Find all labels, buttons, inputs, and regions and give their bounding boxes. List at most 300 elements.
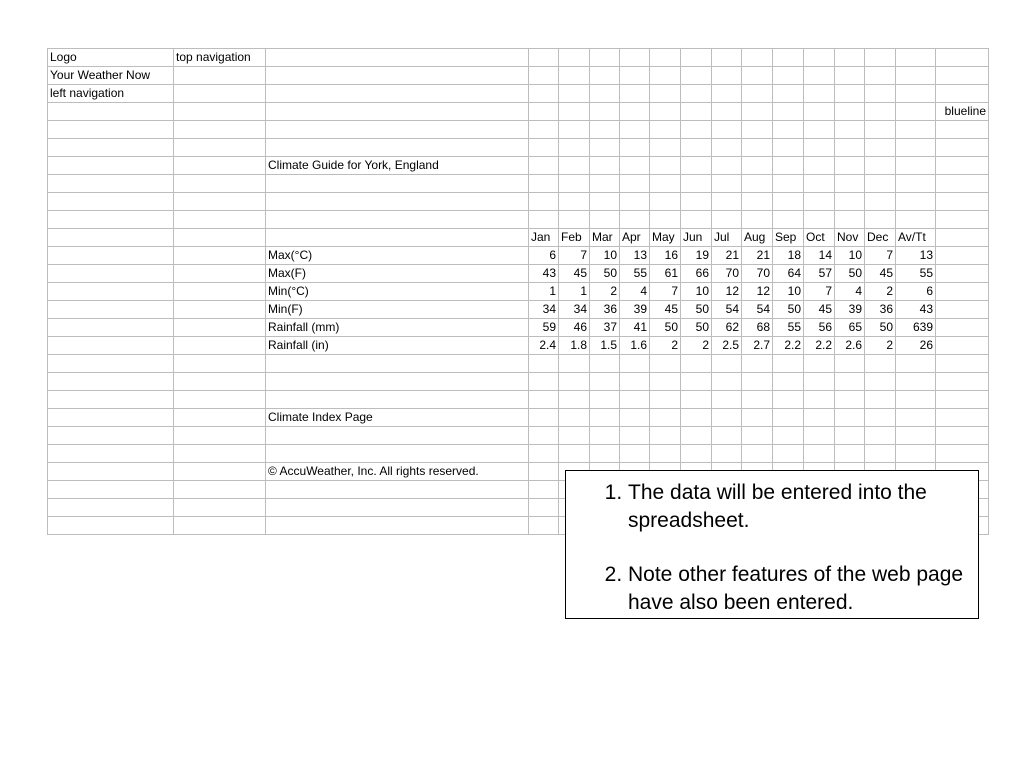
sheet-cell[interactable] — [529, 355, 559, 373]
data-cell[interactable]: 7 — [559, 247, 590, 265]
month-header[interactable]: Apr — [620, 229, 650, 247]
sheet-cell[interactable] — [620, 427, 650, 445]
sheet-cell[interactable] — [865, 121, 896, 139]
sheet-cell[interactable] — [174, 517, 266, 535]
sheet-cell[interactable] — [804, 175, 835, 193]
sheet-cell[interactable] — [48, 193, 174, 211]
sheet-cell[interactable] — [620, 139, 650, 157]
sheet-cell[interactable] — [529, 193, 559, 211]
data-cell[interactable]: 45 — [650, 301, 681, 319]
sheet-cell[interactable] — [174, 391, 266, 409]
sheet-cell[interactable] — [529, 103, 559, 121]
sheet-cell[interactable] — [835, 193, 865, 211]
sheet-cell[interactable] — [804, 121, 835, 139]
sheet-cell[interactable] — [529, 139, 559, 157]
sheet-cell[interactable] — [896, 103, 936, 121]
data-cell[interactable]: 36 — [865, 301, 896, 319]
sheet-cell[interactable] — [773, 445, 804, 463]
sheet-cell[interactable] — [620, 175, 650, 193]
sheet-cell[interactable] — [559, 157, 590, 175]
sheet-cell[interactable] — [620, 121, 650, 139]
sheet-cell[interactable] — [835, 211, 865, 229]
sheet-cell[interactable] — [174, 103, 266, 121]
sheet-cell[interactable] — [529, 373, 559, 391]
month-header[interactable]: Feb — [559, 229, 590, 247]
sheet-cell[interactable] — [865, 391, 896, 409]
sheet-cell[interactable] — [936, 139, 989, 157]
sheet-cell[interactable] — [266, 229, 529, 247]
sheet-cell[interactable] — [896, 193, 936, 211]
sheet-cell[interactable] — [174, 85, 266, 103]
sheet-cell[interactable] — [650, 193, 681, 211]
data-cell[interactable]: 39 — [835, 301, 865, 319]
data-cell[interactable]: 13 — [896, 247, 936, 265]
sheet-cell[interactable] — [936, 247, 989, 265]
sheet-cell[interactable] — [620, 355, 650, 373]
sheet-cell[interactable] — [773, 391, 804, 409]
data-cell[interactable]: 64 — [773, 265, 804, 283]
sheet-cell[interactable] — [865, 427, 896, 445]
sheet-cell[interactable] — [48, 121, 174, 139]
data-cell[interactable]: 50 — [590, 265, 620, 283]
sheet-cell[interactable] — [174, 67, 266, 85]
sheet-cell[interactable] — [174, 211, 266, 229]
sheet-cell[interactable] — [590, 85, 620, 103]
sheet-cell[interactable] — [174, 319, 266, 337]
sheet-cell[interactable] — [773, 157, 804, 175]
sheet-cell[interactable] — [681, 373, 712, 391]
sheet-cell[interactable] — [896, 121, 936, 139]
sheet-cell[interactable] — [590, 211, 620, 229]
sheet-cell[interactable] — [650, 373, 681, 391]
sheet-cell[interactable] — [742, 409, 773, 427]
month-header[interactable]: Oct — [804, 229, 835, 247]
sheet-cell[interactable] — [48, 427, 174, 445]
sheet-cell[interactable] — [804, 211, 835, 229]
sheet-cell[interactable] — [266, 373, 529, 391]
sheet-cell[interactable] — [681, 391, 712, 409]
sheet-cell[interactable] — [936, 391, 989, 409]
sheet-cell[interactable] — [936, 157, 989, 175]
sheet-cell[interactable] — [266, 49, 529, 67]
sheet-cell[interactable] — [174, 373, 266, 391]
sheet-cell[interactable] — [712, 139, 742, 157]
sheet-cell[interactable] — [620, 211, 650, 229]
sheet-cell[interactable] — [590, 373, 620, 391]
month-header[interactable]: Jul — [712, 229, 742, 247]
data-cell[interactable]: 2 — [590, 283, 620, 301]
sheet-cell[interactable] — [712, 409, 742, 427]
copyright-text[interactable]: © AccuWeather, Inc. All rights reserved. — [266, 463, 529, 481]
sheet-cell[interactable] — [896, 445, 936, 463]
sheet-cell[interactable] — [48, 355, 174, 373]
sheet-cell[interactable] — [773, 103, 804, 121]
sheet-cell[interactable] — [620, 67, 650, 85]
sheet-cell[interactable] — [896, 409, 936, 427]
sheet-cell[interactable] — [650, 391, 681, 409]
sheet-cell[interactable] — [174, 355, 266, 373]
top-navigation-cell[interactable]: top navigation — [174, 49, 266, 67]
your-weather-now-cell[interactable]: Your Weather Now — [48, 67, 174, 85]
month-header[interactable]: Jan — [529, 229, 559, 247]
sheet-cell[interactable] — [590, 67, 620, 85]
data-cell[interactable]: 21 — [712, 247, 742, 265]
sheet-cell[interactable] — [650, 211, 681, 229]
sheet-cell[interactable] — [559, 391, 590, 409]
sheet-cell[interactable] — [936, 211, 989, 229]
data-cell[interactable]: 2 — [865, 337, 896, 355]
data-cell[interactable]: 50 — [681, 319, 712, 337]
sheet-cell[interactable] — [835, 427, 865, 445]
sheet-cell[interactable] — [712, 121, 742, 139]
sheet-cell[interactable] — [936, 427, 989, 445]
sheet-cell[interactable] — [835, 445, 865, 463]
data-cell[interactable]: 39 — [620, 301, 650, 319]
data-cell[interactable]: 46 — [559, 319, 590, 337]
sheet-cell[interactable] — [620, 85, 650, 103]
sheet-cell[interactable] — [936, 175, 989, 193]
sheet-cell[interactable] — [712, 157, 742, 175]
sheet-cell[interactable] — [681, 157, 712, 175]
data-cell[interactable]: 57 — [804, 265, 835, 283]
sheet-cell[interactable] — [48, 301, 174, 319]
sheet-cell[interactable] — [529, 463, 559, 481]
sheet-cell[interactable] — [174, 139, 266, 157]
sheet-cell[interactable] — [559, 427, 590, 445]
sheet-cell[interactable] — [896, 391, 936, 409]
sheet-cell[interactable] — [936, 337, 989, 355]
sheet-cell[interactable] — [529, 175, 559, 193]
sheet-cell[interactable] — [742, 391, 773, 409]
sheet-cell[interactable] — [174, 175, 266, 193]
data-cell[interactable]: 50 — [773, 301, 804, 319]
data-cell[interactable]: 7 — [804, 283, 835, 301]
sheet-cell[interactable] — [620, 445, 650, 463]
sheet-cell[interactable] — [804, 157, 835, 175]
data-cell[interactable]: 2 — [865, 283, 896, 301]
sheet-cell[interactable] — [590, 391, 620, 409]
sheet-cell[interactable] — [650, 85, 681, 103]
sheet-cell[interactable] — [896, 175, 936, 193]
sheet-cell[interactable] — [681, 139, 712, 157]
data-cell[interactable]: 70 — [712, 265, 742, 283]
sheet-cell[interactable] — [742, 175, 773, 193]
sheet-cell[interactable] — [896, 355, 936, 373]
sheet-cell[interactable] — [529, 157, 559, 175]
sheet-cell[interactable] — [773, 211, 804, 229]
sheet-cell[interactable] — [681, 355, 712, 373]
data-cell[interactable]: 10 — [835, 247, 865, 265]
sheet-cell[interactable] — [559, 67, 590, 85]
sheet-cell[interactable] — [266, 499, 529, 517]
sheet-cell[interactable] — [865, 139, 896, 157]
sheet-cell[interactable] — [529, 481, 559, 499]
row-label[interactable]: Max(F) — [266, 265, 529, 283]
sheet-cell[interactable] — [266, 517, 529, 535]
sheet-cell[interactable] — [590, 427, 620, 445]
sheet-cell[interactable] — [590, 49, 620, 67]
sheet-cell[interactable] — [773, 409, 804, 427]
data-cell[interactable]: 10 — [773, 283, 804, 301]
sheet-cell[interactable] — [865, 49, 896, 67]
sheet-cell[interactable] — [559, 175, 590, 193]
sheet-cell[interactable] — [835, 121, 865, 139]
data-cell[interactable]: 55 — [773, 319, 804, 337]
data-cell[interactable]: 50 — [835, 265, 865, 283]
sheet-cell[interactable] — [48, 247, 174, 265]
data-cell[interactable]: 18 — [773, 247, 804, 265]
sheet-cell[interactable] — [804, 139, 835, 157]
sheet-cell[interactable] — [773, 427, 804, 445]
row-label[interactable]: Max(°C) — [266, 247, 529, 265]
data-cell[interactable]: 54 — [712, 301, 742, 319]
data-cell[interactable]: 45 — [559, 265, 590, 283]
month-header[interactable]: Jun — [681, 229, 712, 247]
sheet-cell[interactable] — [174, 121, 266, 139]
data-cell[interactable]: 14 — [804, 247, 835, 265]
sheet-cell[interactable] — [936, 265, 989, 283]
month-header[interactable]: Mar — [590, 229, 620, 247]
sheet-cell[interactable] — [712, 85, 742, 103]
sheet-cell[interactable] — [936, 319, 989, 337]
month-header[interactable]: Dec — [865, 229, 896, 247]
sheet-cell[interactable] — [936, 373, 989, 391]
sheet-cell[interactable] — [48, 517, 174, 535]
sheet-cell[interactable] — [559, 355, 590, 373]
sheet-cell[interactable] — [742, 67, 773, 85]
data-cell[interactable]: 2.2 — [804, 337, 835, 355]
data-cell[interactable]: 36 — [590, 301, 620, 319]
sheet-cell[interactable] — [896, 427, 936, 445]
sheet-cell[interactable] — [936, 283, 989, 301]
sheet-cell[interactable] — [681, 445, 712, 463]
sheet-cell[interactable] — [174, 409, 266, 427]
sheet-cell[interactable] — [590, 355, 620, 373]
sheet-cell[interactable] — [174, 337, 266, 355]
sheet-cell[interactable] — [936, 301, 989, 319]
data-cell[interactable]: 54 — [742, 301, 773, 319]
sheet-cell[interactable] — [835, 175, 865, 193]
sheet-cell[interactable] — [896, 211, 936, 229]
sheet-cell[interactable] — [590, 103, 620, 121]
sheet-cell[interactable] — [650, 355, 681, 373]
sheet-cell[interactable] — [559, 49, 590, 67]
sheet-cell[interactable] — [865, 445, 896, 463]
sheet-cell[interactable] — [559, 445, 590, 463]
sheet-cell[interactable] — [835, 409, 865, 427]
row-label[interactable]: Min(°C) — [266, 283, 529, 301]
sheet-cell[interactable] — [712, 427, 742, 445]
data-cell[interactable]: 1.8 — [559, 337, 590, 355]
sheet-cell[interactable] — [529, 85, 559, 103]
data-cell[interactable]: 1.6 — [620, 337, 650, 355]
sheet-cell[interactable] — [266, 193, 529, 211]
sheet-cell[interactable] — [742, 211, 773, 229]
sheet-cell[interactable] — [529, 517, 559, 535]
sheet-cell[interactable] — [266, 481, 529, 499]
sheet-cell[interactable] — [681, 121, 712, 139]
sheet-cell[interactable] — [742, 49, 773, 67]
data-cell[interactable]: 2.7 — [742, 337, 773, 355]
data-cell[interactable]: 639 — [896, 319, 936, 337]
sheet-cell[interactable] — [174, 481, 266, 499]
sheet-cell[interactable] — [48, 481, 174, 499]
sheet-cell[interactable] — [48, 283, 174, 301]
sheet-cell[interactable] — [620, 409, 650, 427]
sheet-cell[interactable] — [804, 193, 835, 211]
sheet-cell[interactable] — [650, 409, 681, 427]
sheet-cell[interactable] — [835, 355, 865, 373]
sheet-cell[interactable] — [835, 373, 865, 391]
sheet-cell[interactable] — [865, 373, 896, 391]
data-cell[interactable]: 2 — [681, 337, 712, 355]
sheet-cell[interactable] — [835, 391, 865, 409]
sheet-cell[interactable] — [48, 139, 174, 157]
sheet-cell[interactable] — [804, 445, 835, 463]
sheet-cell[interactable] — [266, 85, 529, 103]
data-cell[interactable]: 61 — [650, 265, 681, 283]
sheet-cell[interactable] — [936, 121, 989, 139]
sheet-cell[interactable] — [620, 103, 650, 121]
sheet-cell[interactable] — [835, 157, 865, 175]
sheet-cell[interactable] — [936, 229, 989, 247]
sheet-cell[interactable] — [529, 391, 559, 409]
data-cell[interactable]: 7 — [650, 283, 681, 301]
sheet-cell[interactable] — [681, 175, 712, 193]
sheet-cell[interactable] — [865, 355, 896, 373]
data-cell[interactable]: 2.4 — [529, 337, 559, 355]
sheet-cell[interactable] — [590, 409, 620, 427]
data-cell[interactable]: 55 — [620, 265, 650, 283]
sheet-cell[interactable] — [865, 409, 896, 427]
data-cell[interactable]: 12 — [742, 283, 773, 301]
sheet-cell[interactable] — [835, 85, 865, 103]
sheet-cell[interactable] — [48, 409, 174, 427]
sheet-cell[interactable] — [650, 103, 681, 121]
data-cell[interactable]: 2.2 — [773, 337, 804, 355]
row-label[interactable]: Rainfall (mm) — [266, 319, 529, 337]
data-cell[interactable]: 59 — [529, 319, 559, 337]
sheet-cell[interactable] — [174, 193, 266, 211]
logo-cell[interactable]: Logo — [48, 49, 174, 67]
sheet-cell[interactable] — [650, 175, 681, 193]
data-cell[interactable]: 70 — [742, 265, 773, 283]
sheet-cell[interactable] — [174, 157, 266, 175]
sheet-cell[interactable] — [559, 121, 590, 139]
data-cell[interactable]: 45 — [865, 265, 896, 283]
sheet-cell[interactable] — [681, 211, 712, 229]
sheet-cell[interactable] — [742, 427, 773, 445]
sheet-cell[interactable] — [48, 337, 174, 355]
sheet-cell[interactable] — [529, 499, 559, 517]
sheet-cell[interactable] — [742, 121, 773, 139]
sheet-cell[interactable] — [650, 445, 681, 463]
sheet-cell[interactable] — [590, 175, 620, 193]
sheet-cell[interactable] — [804, 49, 835, 67]
sheet-cell[interactable] — [650, 49, 681, 67]
sheet-cell[interactable] — [712, 355, 742, 373]
data-cell[interactable]: 2.5 — [712, 337, 742, 355]
data-cell[interactable]: 66 — [681, 265, 712, 283]
sheet-cell[interactable] — [936, 193, 989, 211]
sheet-cell[interactable] — [712, 373, 742, 391]
sheet-cell[interactable] — [174, 301, 266, 319]
sheet-cell[interactable] — [936, 49, 989, 67]
month-header[interactable]: Aug — [742, 229, 773, 247]
sheet-cell[interactable] — [266, 445, 529, 463]
sheet-cell[interactable] — [48, 373, 174, 391]
sheet-cell[interactable] — [174, 283, 266, 301]
sheet-cell[interactable] — [559, 373, 590, 391]
sheet-cell[interactable] — [590, 121, 620, 139]
sheet-cell[interactable] — [559, 139, 590, 157]
sheet-cell[interactable] — [865, 67, 896, 85]
sheet-cell[interactable] — [742, 85, 773, 103]
sheet-cell[interactable] — [48, 157, 174, 175]
data-cell[interactable]: 55 — [896, 265, 936, 283]
data-cell[interactable]: 10 — [681, 283, 712, 301]
month-header[interactable]: Sep — [773, 229, 804, 247]
sheet-cell[interactable] — [48, 319, 174, 337]
sheet-cell[interactable] — [681, 103, 712, 121]
data-cell[interactable]: 50 — [650, 319, 681, 337]
data-cell[interactable]: 45 — [804, 301, 835, 319]
row-label[interactable]: Min(F) — [266, 301, 529, 319]
sheet-cell[interactable] — [266, 391, 529, 409]
sheet-cell[interactable] — [742, 193, 773, 211]
sheet-cell[interactable] — [590, 445, 620, 463]
sheet-cell[interactable] — [865, 211, 896, 229]
sheet-cell[interactable] — [266, 103, 529, 121]
left-navigation-cell[interactable]: left navigation — [48, 85, 174, 103]
sheet-cell[interactable] — [529, 409, 559, 427]
sheet-cell[interactable] — [559, 409, 590, 427]
sheet-cell[interactable] — [266, 427, 529, 445]
data-cell[interactable]: 4 — [835, 283, 865, 301]
sheet-cell[interactable] — [742, 355, 773, 373]
sheet-cell[interactable] — [936, 355, 989, 373]
sheet-cell[interactable] — [590, 139, 620, 157]
sheet-cell[interactable] — [48, 391, 174, 409]
sheet-cell[interactable] — [48, 265, 174, 283]
data-cell[interactable]: 37 — [590, 319, 620, 337]
data-cell[interactable]: 12 — [712, 283, 742, 301]
sheet-cell[interactable] — [529, 427, 559, 445]
sheet-cell[interactable] — [742, 103, 773, 121]
data-cell[interactable]: 65 — [835, 319, 865, 337]
sheet-cell[interactable] — [681, 67, 712, 85]
sheet-cell[interactable] — [742, 139, 773, 157]
sheet-cell[interactable] — [773, 373, 804, 391]
sheet-cell[interactable] — [835, 67, 865, 85]
sheet-cell[interactable] — [590, 157, 620, 175]
sheet-cell[interactable] — [529, 49, 559, 67]
sheet-cell[interactable] — [804, 85, 835, 103]
sheet-cell[interactable] — [559, 85, 590, 103]
row-label[interactable]: Rainfall (in) — [266, 337, 529, 355]
sheet-cell[interactable] — [681, 409, 712, 427]
data-cell[interactable]: 50 — [681, 301, 712, 319]
sheet-cell[interactable] — [529, 121, 559, 139]
sheet-cell[interactable] — [773, 193, 804, 211]
sheet-cell[interactable] — [48, 175, 174, 193]
sheet-cell[interactable] — [712, 175, 742, 193]
data-cell[interactable]: 13 — [620, 247, 650, 265]
sheet-cell[interactable] — [835, 49, 865, 67]
sheet-cell[interactable] — [620, 49, 650, 67]
sheet-cell[interactable] — [650, 427, 681, 445]
sheet-cell[interactable] — [650, 67, 681, 85]
